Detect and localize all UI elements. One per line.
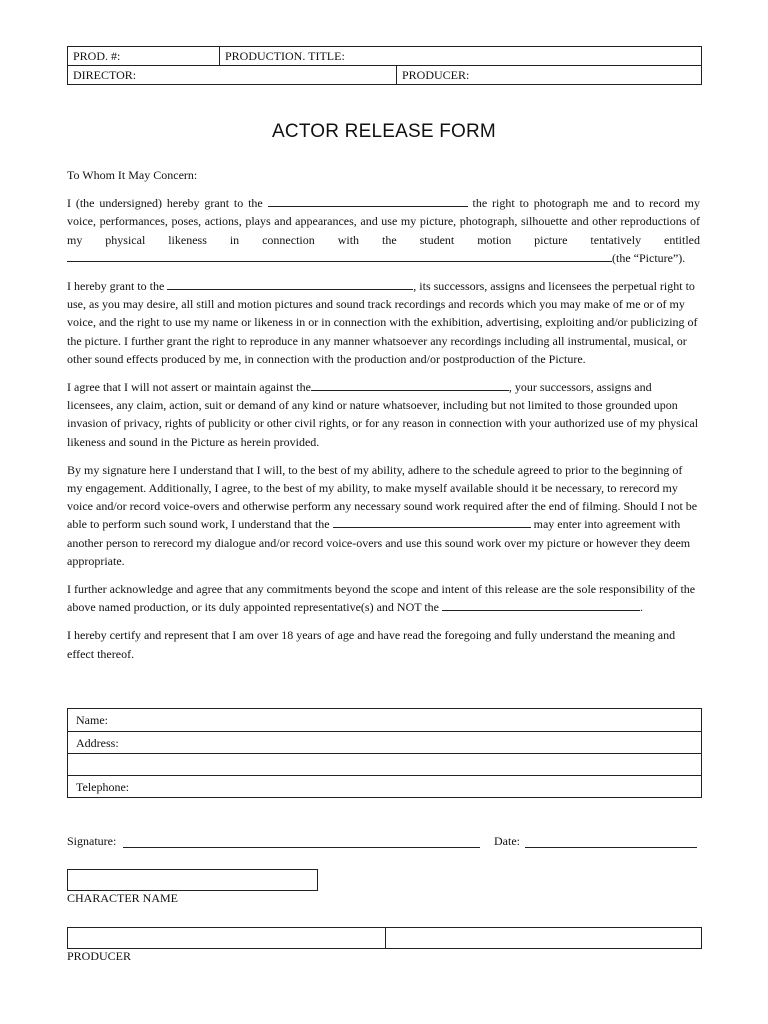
no-claim-paragraph	[67, 378, 700, 451]
no-claim-party-blank[interactable]	[311, 378, 509, 391]
schedule-text-b: may enter into agreement with another person to rerecord my dialogue and/or record voice-overs and use this sound work over my picture or however they deem appropriate.	[67, 517, 691, 568]
grant-text-c: (the “Picture”).	[612, 250, 686, 265]
rights-text-b: , its successors, assigns and licensees the perpetual right to use, as you may desire, all still and motion pictures and sound track recordings and records which you may make of me or of my voice, and the right to use my name or likeness in or in connection with the exhibition, advertising, exploiting and/or publicizing of the picture. I further grant the right to reproduce in any manner whatsoever any recordings including all instrumental, musical, or other sound effects produced by me, in connection with the production and/or postproduction of the Picture.	[67, 279, 698, 366]
date-label: Date:	[494, 834, 520, 848]
no-claim-text-a: I agree that I will not assert or maintain against the	[67, 380, 311, 395]
producer-signature-cell-right[interactable]	[386, 928, 701, 948]
schedule-paragraph	[67, 461, 700, 570]
prod-number-field[interactable]	[68, 47, 220, 65]
producer-signature-cell-left[interactable]	[68, 928, 386, 948]
grantee-blank[interactable]	[268, 194, 468, 207]
acknowledge-text-b: .	[640, 600, 644, 615]
producer-label: PRODUCER:	[402, 68, 470, 82]
production-title-label: PRODUCTION. TITLE:	[225, 49, 345, 63]
header-row-2	[68, 65, 701, 84]
character-name-label: CHARACTER NAME	[67, 891, 179, 905]
address-line2-field[interactable]	[68, 753, 701, 775]
certify-paragraph: I hereby certify and represent that I am over 18 years of age and have read the foregoing and fully understand the meaning and effect thereof.	[67, 628, 676, 661]
signature-label: Signature:	[67, 834, 117, 848]
producer-footer-label: PRODUCER	[67, 949, 132, 963]
form-title: ACTOR RELEASE FORM	[272, 121, 496, 142]
name-field[interactable]	[68, 709, 701, 731]
header-row-1	[68, 47, 701, 65]
telephone-field[interactable]	[68, 775, 701, 797]
acknowledge-paragraph	[67, 580, 700, 616]
director-field[interactable]	[68, 66, 397, 84]
producer-field[interactable]	[397, 66, 701, 84]
picture-title-blank[interactable]	[67, 249, 612, 262]
telephone-label: Telephone:	[76, 780, 130, 794]
address-field[interactable]	[68, 731, 701, 753]
address-label: Address:	[76, 736, 119, 750]
prod-number-label: PROD. #:	[73, 49, 121, 63]
grant-paragraph	[67, 194, 700, 267]
rights-grantee-blank[interactable]	[167, 277, 413, 290]
signature-line[interactable]	[123, 847, 480, 848]
salutation: To Whom It May Concern:	[67, 168, 198, 182]
acknowledge-party-blank[interactable]	[442, 598, 640, 611]
contact-info-box	[67, 708, 702, 798]
name-label: Name:	[76, 713, 108, 727]
schedule-party-blank[interactable]	[333, 515, 531, 528]
schedule-text-a: By my signature here I understand that I will, to the best of my ability, adhere to the schedule agreed to prior to the beginning of my engagement. Additionally, I agree, to the best of my ability, to make myself available should it be necessary, to rerecord my voice and/or record voice-overs and otherwise perform any necessary sound work required after the end of filming. Should I not be able to perform such sound work, I understand that the	[67, 462, 698, 532]
rights-paragraph	[67, 277, 700, 368]
grant-text-b: the right to photograph me and to record my voice, performances, poses, actions, plays and appearances, and use my picture, photograph, silhouette and other reproductions of my physical likeness in connection with the student motion picture tentatively entitled	[67, 196, 701, 247]
no-claim-text-b: , your successors, assigns and licensees, any claim, action, suit or demand of any kind or nature whatsoever, including but not limited to those grounded upon invasion of privacy, rights of publicity or other civil rights, or for any reason in connection with your authorized use of my physical likeness and sound in the Picture as herein provided.	[67, 380, 699, 449]
acknowledge-text-a: I further acknowledge and agree that any commitments beyond the scope and intent of this release are the sole responsibility of the above named production, or its duly appointed representative(s) and NOT the	[67, 582, 696, 615]
rights-text-a: I hereby grant to the	[67, 279, 165, 294]
date-line[interactable]	[525, 847, 697, 848]
production-title-field[interactable]	[220, 47, 701, 65]
production-header-table	[67, 46, 702, 85]
character-name-box[interactable]	[67, 869, 318, 891]
producer-signature-box	[67, 927, 702, 949]
form-body	[67, 166, 700, 673]
director-label: DIRECTOR:	[73, 68, 137, 82]
grant-text-a: I (the undersigned) hereby grant to the	[67, 196, 263, 211]
